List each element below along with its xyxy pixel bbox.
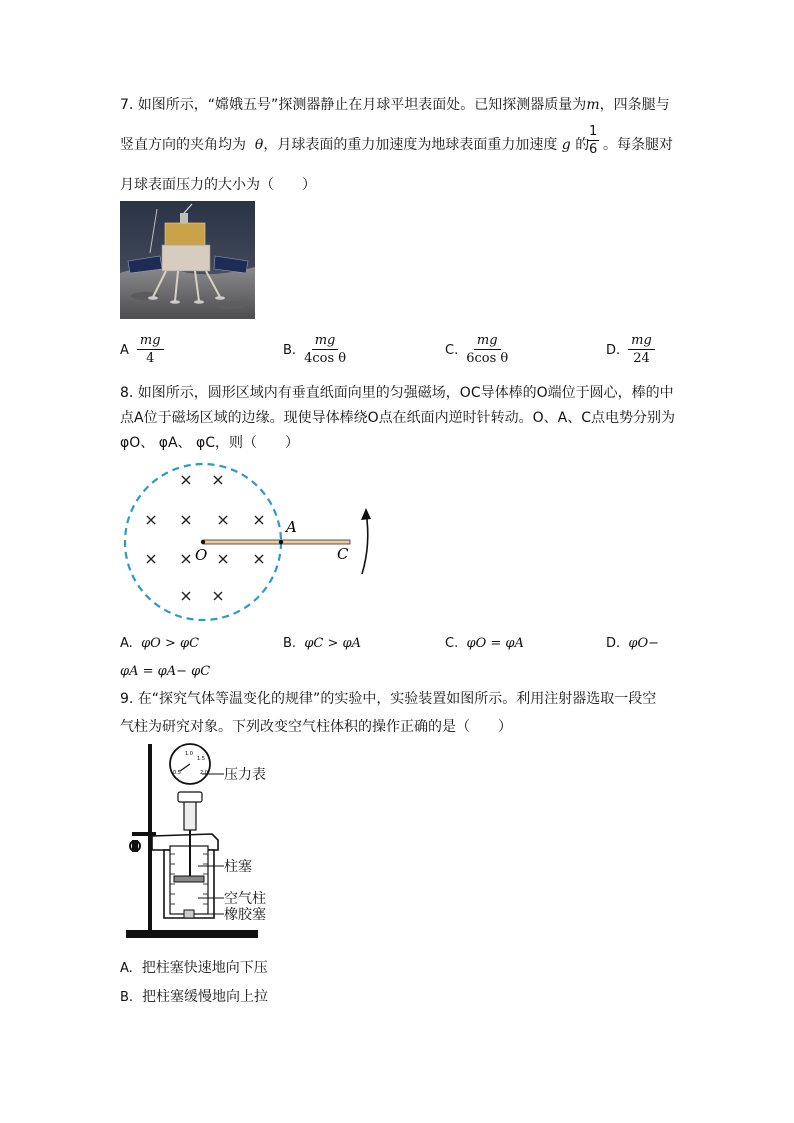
q7-option-a[interactable]: A $\frac{mg}{4}$ [120, 333, 164, 368]
label-rubber-stopper: 橡胶塞 [224, 907, 266, 923]
q8-line3: φO、 φA、 φC，则（ ） [120, 435, 299, 451]
q9-line2: 气柱为研究对象。下列改变空气柱体积的操作正确的是（ ） [120, 719, 512, 735]
gauge-tick-label: 1.0 [185, 751, 193, 757]
gauge-tick-label: 1.5 [197, 756, 205, 762]
field-cross-marks [147, 476, 263, 600]
q7-line2: 竖直方向的夹角均为 θ，月球表面的重力加速度为地球表面重力加速度 g 的 [120, 137, 590, 153]
magnetic-field-diagram [115, 456, 385, 626]
label-o: O [195, 546, 208, 564]
q8-option-d-continuation: φA = φA− φC [120, 664, 211, 679]
point-a-dot [279, 540, 283, 544]
q9-option-b[interactable]: B. 把柱塞缓慢地向上拉 [120, 989, 268, 1005]
point-o-dot [201, 540, 205, 544]
plunger [174, 876, 204, 882]
q8-option-a[interactable]: A. φO > φC [120, 636, 200, 651]
label-pressure-gauge: 压力表 [224, 767, 266, 783]
label-c: C [337, 545, 349, 563]
conductor-rod-oc [203, 540, 350, 544]
label-plunger: 柱塞 [224, 859, 252, 875]
change5-lander-photo [120, 201, 255, 319]
q7-line2-end: 。每条腿对 [603, 137, 673, 153]
q8-line1: 8. 如图所示，圆形区域内有垂直纸面向里的匀强磁场，OC导体棒的O端位于圆心，棒的中 [120, 385, 674, 401]
gauge-tick-label: 2.0 [200, 770, 208, 776]
gauge-stem [184, 800, 196, 830]
label-a: A [286, 518, 297, 536]
q8-option-c[interactable]: C. φO = φA [445, 636, 524, 651]
gauge-tick-label: 0.5 [173, 770, 181, 776]
rotation-arrow [362, 512, 368, 574]
q7-option-d[interactable]: D. $\frac{mg}{24}$ [606, 333, 655, 368]
stand-base [126, 930, 258, 938]
q9-line1: 9. 在“探究气体等温变化的规律”的实验中，实验装置如图所示。利用注射器选取一段空 [120, 691, 657, 707]
q8-option-d[interactable]: D. φO− [606, 636, 660, 651]
q8-line2: 点A位于磁场区域的边缘。现使导体棒绕O点在纸面内逆时针转动。O、A、C点电势分别为 [120, 410, 675, 426]
q8-option-b[interactable]: B. φC > φA [283, 636, 362, 651]
label-air-column: 空气柱 [224, 891, 266, 907]
q7-line1: 7. 如图所示，“嫦娥五号”探测器静止在月球平坦表面处。已知探测器质量为m，四条腿与 [120, 97, 670, 113]
rotation-arrow-head [361, 508, 371, 520]
q7-line3: 月球表面压力的大小为（ ） [120, 177, 316, 193]
q7-option-b[interactable]: B. $\frac{mg}{\text{4cos θ}}$ [283, 333, 347, 366]
rubber-stopper [184, 910, 194, 918]
q7-option-c[interactable]: C. $\frac{mg}{\text{6cos θ}}$ [445, 333, 509, 366]
q9-option-a[interactable]: A. 把柱塞快速地向下压 [120, 960, 268, 976]
q7-fraction-one-sixth: 1 6 [589, 124, 598, 157]
